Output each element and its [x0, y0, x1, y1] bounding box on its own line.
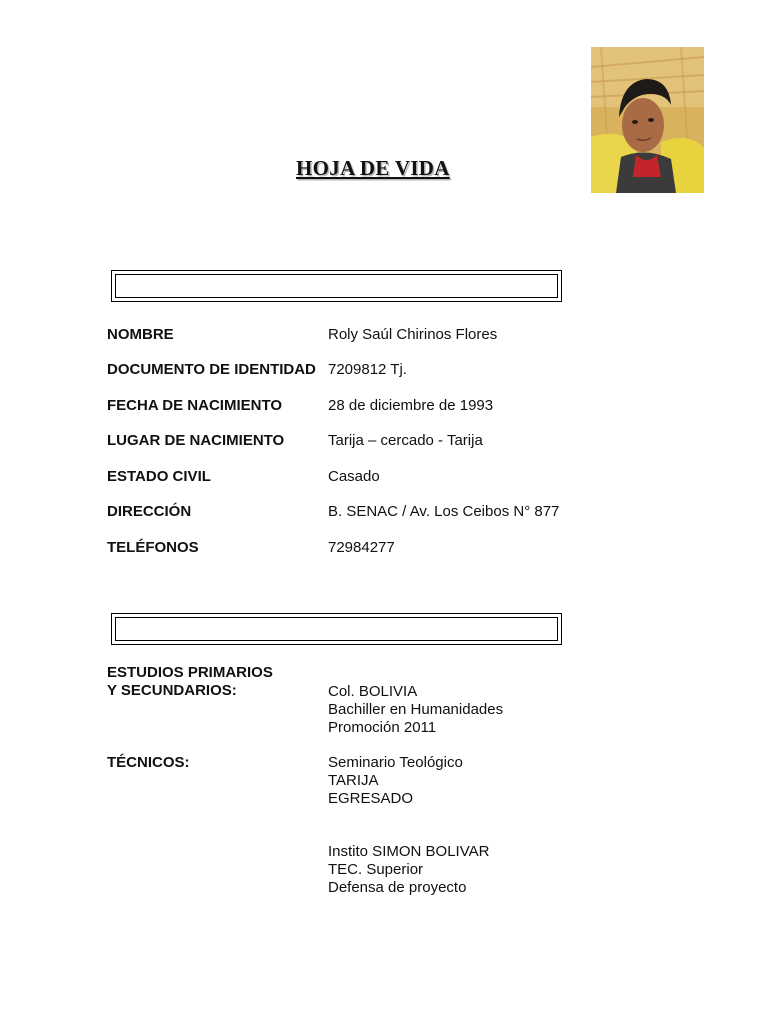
education-technical-entry-1 [328, 754, 463, 808]
field-value: 72984277 [328, 539, 395, 556]
field-label: TELÉFONOS [107, 539, 199, 556]
value-line: TARIJA [328, 772, 379, 789]
field-label: DIRECCIÓN [107, 503, 192, 520]
profile-photo [591, 47, 704, 193]
section-header-personal [111, 270, 562, 302]
value-line: Defensa de proyecto [328, 879, 467, 896]
field-label: FECHA DE NACIMIENTO [107, 397, 283, 414]
field-label: DOCUMENTO DE IDENTIDAD [107, 361, 316, 378]
value-line: Promoción 2011 [328, 719, 437, 736]
field-value: Roly Saúl Chirinos Flores [328, 326, 498, 343]
section-header-education [111, 613, 562, 645]
field-value: 7209812 Tj. [328, 361, 407, 378]
field-label: NOMBRE [107, 326, 174, 343]
field-value: 28 de diciembre de 1993 [328, 397, 494, 414]
value-line: EGRESADO [328, 790, 414, 807]
education-primary-value [328, 683, 503, 737]
education-technical-label [107, 754, 190, 772]
value-line: Col. BOLIVIA [328, 683, 418, 700]
field-value: Tarija – cercado - Tarija [328, 432, 483, 449]
section-header-inner-border [115, 617, 558, 641]
section-header-inner-border [115, 274, 558, 298]
label-line: ESTUDIOS PRIMARIOS [107, 664, 273, 681]
page-title: HOJA DE VIDA [296, 156, 450, 180]
value-line: Instito SIMON BOLIVAR [328, 843, 490, 860]
field-value: Casado [328, 468, 380, 485]
label-line: TÉCNICOS: [107, 754, 190, 771]
value-line: Bachiller en Humanidades [328, 701, 504, 718]
field-label: ESTADO CIVIL [107, 468, 211, 485]
education-technical-entry-2 [328, 843, 489, 897]
education-primary-label [107, 664, 273, 700]
value-line: TEC. Superior [328, 861, 424, 878]
field-value: B. SENAC / Av. Los Ceibos N° 877 [328, 503, 560, 520]
label-line: Y SECUNDARIOS: [107, 682, 237, 699]
field-label: LUGAR DE NACIMIENTO [107, 432, 285, 449]
value-line: Seminario Teológico [328, 754, 463, 771]
